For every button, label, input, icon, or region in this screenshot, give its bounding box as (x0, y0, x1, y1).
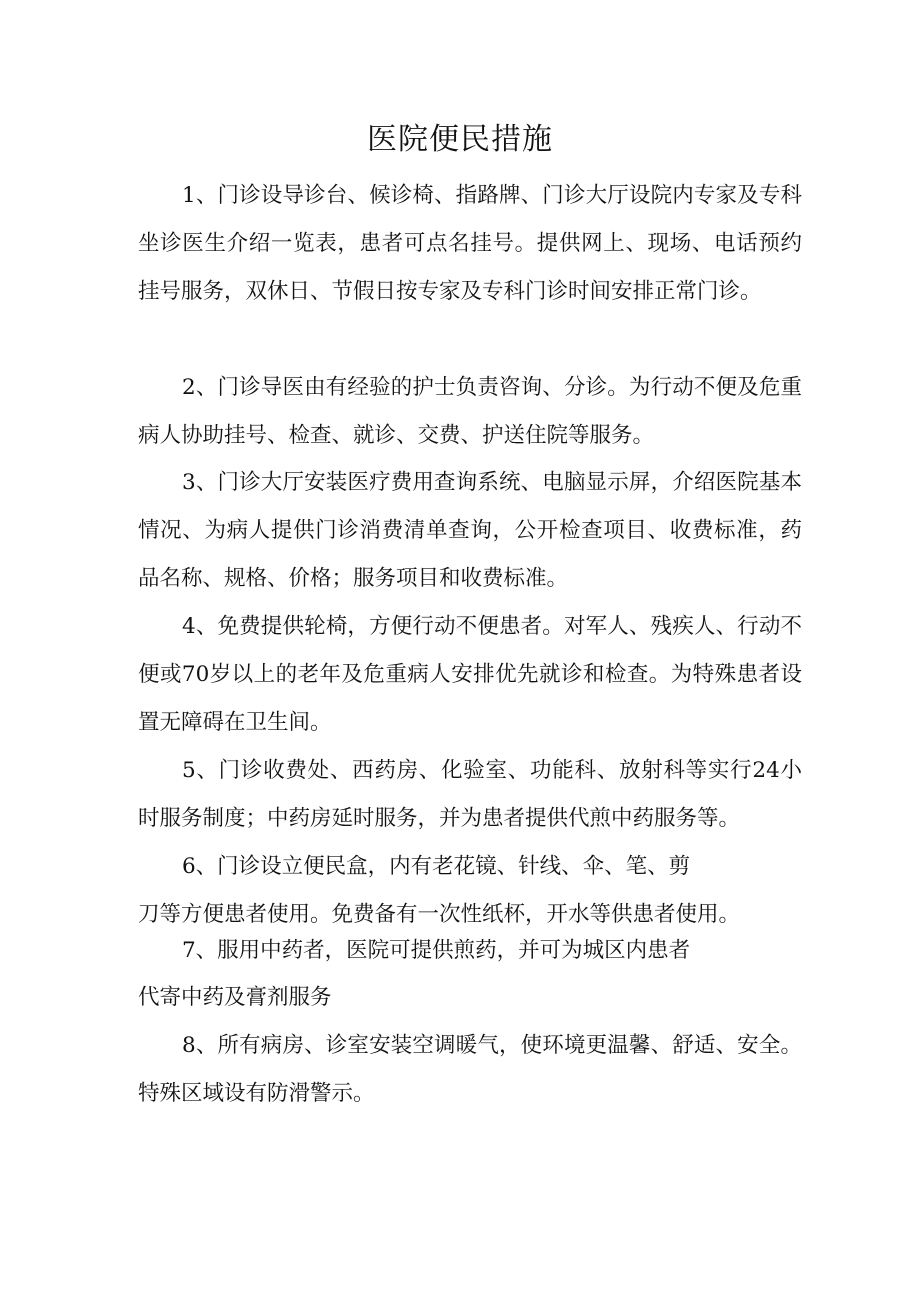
measure-item-2: 2、门诊导医由有经验的护士负责咨询、分诊。为行动不便及危重病人协助挂号、检查、就诊、交费、护送住院等服务。 (138, 375, 802, 448)
measure-item-8: 8、所有病房、诊室安装空调暖气，使环境更温馨、舒适、安全。特殊区域设有防滑警示。 (138, 1033, 802, 1106)
measure-item-7-line-2: 代寄中药及膏剂服务 (138, 985, 332, 1010)
measure-item-6-line-2: 刀等方便患者使用。免费备有一次性纸杯，开水等供患者使用。 (138, 902, 741, 927)
measure-item-1: 1、门诊设导诊台、候诊椅、指路牌、门诊大厅设院内专家及专科坐诊医生介绍一览表，患者可点名挂号。提供网上、现场、电话预约挂号服务，双休日、节假日按专家及专科门诊时间安排正常门诊。 (138, 183, 802, 304)
measure-item-3: 3、门诊大厅安装医疗费用查询系统、电脑显示屏，介绍医院基本情况、为病人提供门诊消费清单查询，公开检查项目、收费标准，药品名称、规格、价格；服务项目和收费标准。 (138, 470, 802, 591)
measure-item-6-line-1: 6、门诊设立便民盒，内有老花镜、针线、伞、笔、剪 (182, 854, 691, 879)
measure-item-7-line-1: 7、服用中药者，医院可提供煎药，并可为城区内患者 (182, 938, 691, 963)
measure-item-4: 4、免费提供轮椅，方便行动不便患者。对军人、残疾人、行动不便或70岁以上的老年及危重病人安排优先就诊和检查。为特殊患者设置无障碍在卫生间。 (138, 614, 802, 735)
page-title: 医院便民措施 (367, 122, 553, 157)
measure-item-5: 5、门诊收费处、西药房、化验室、功能科、放射科等实行24小时服务制度；中药房延时服务，并为患者提供代煎中药服务等。 (138, 758, 802, 831)
